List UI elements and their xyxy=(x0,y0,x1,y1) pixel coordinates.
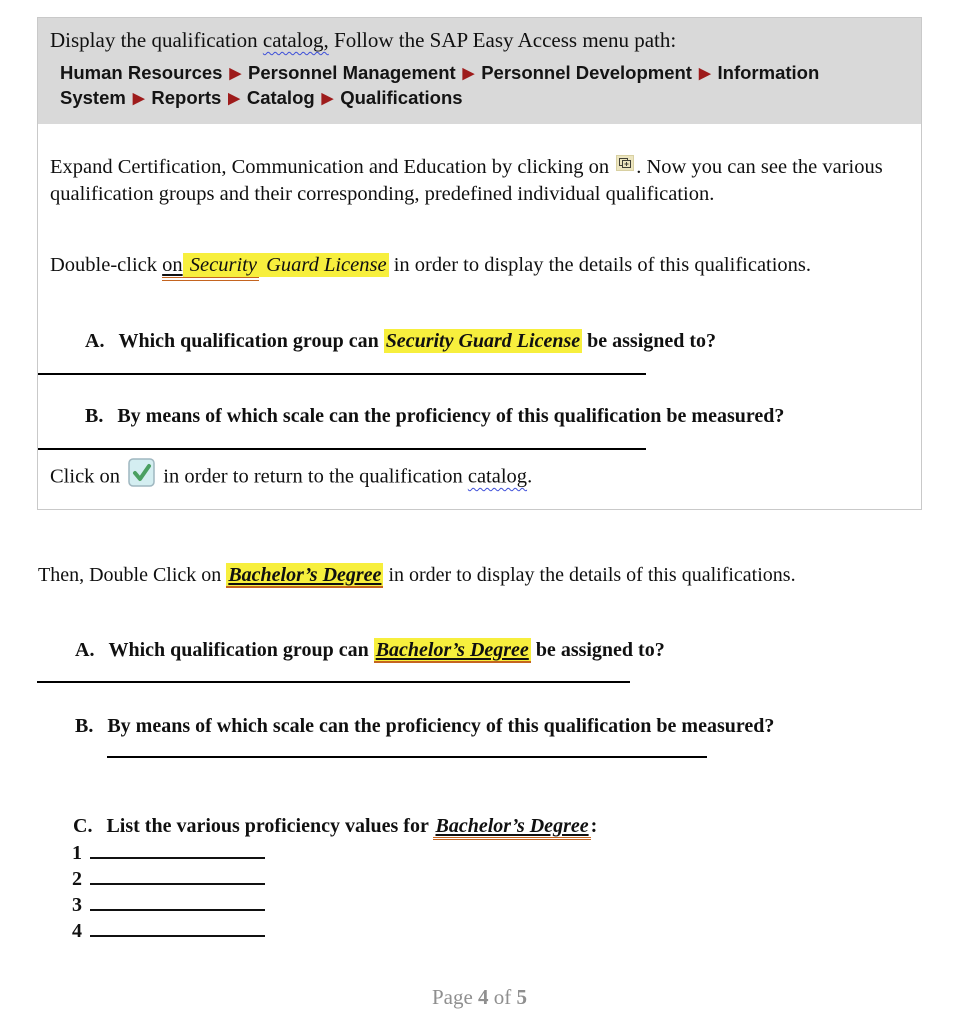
question-a2 xyxy=(75,637,922,663)
intro-suffix: Follow the SAP Easy Access menu path: xyxy=(328,28,677,52)
answer-blank-1 xyxy=(90,841,265,859)
word-on: on xyxy=(162,254,183,277)
footer-total-pages: 5 xyxy=(516,985,528,1010)
doubleclick-paragraph xyxy=(50,252,907,278)
question-c xyxy=(73,813,922,839)
list-item xyxy=(72,867,922,893)
question-label: B. xyxy=(75,715,94,738)
question-text: By means of which scale can the proficiency of this qualification be measured? xyxy=(107,715,775,738)
question-text: Which qualification group can xyxy=(108,639,374,662)
blank-number: 3 xyxy=(72,894,82,917)
menu-item: Personnel Development xyxy=(481,62,692,83)
answer-blank-2 xyxy=(90,867,265,885)
click-return-paragraph xyxy=(50,460,907,496)
click-suffix: . xyxy=(527,466,533,488)
footer-page-number: 4 xyxy=(478,985,489,1010)
menu-arrow-icon: ▶ xyxy=(698,65,711,82)
intro-prefix: Display the qualification xyxy=(50,28,263,52)
instruction-box xyxy=(37,17,922,510)
footer-page-word: Page xyxy=(431,985,479,1010)
menu-item: Human Resources xyxy=(60,62,223,83)
page-footer xyxy=(37,985,922,1010)
expand-text-after: . Now you can see the various qualification groups and their corresponding, predefined individual qualification. xyxy=(50,156,883,206)
expand-paragraph xyxy=(50,154,907,207)
highlight-bachelors-degree: Bachelor’s Degree xyxy=(228,564,382,587)
intro-line xyxy=(50,27,907,54)
highlight-security-guard-license: Security xyxy=(184,254,257,277)
green-check-icon xyxy=(128,458,155,494)
menu-path-header xyxy=(38,18,921,124)
question-a1 xyxy=(85,328,921,354)
menu-arrow-icon: ▶ xyxy=(229,65,241,82)
list-item xyxy=(72,893,922,919)
menu-arrow-icon: ▶ xyxy=(228,90,240,107)
then-paragraph xyxy=(38,562,922,588)
question-text: By means of which scale can the proficiency of this qualification be measured? xyxy=(117,405,785,428)
question-text: be assigned to? xyxy=(582,330,717,353)
answer-line-b2 xyxy=(107,756,707,758)
list-item xyxy=(72,841,922,867)
question-text: be assigned to? xyxy=(530,639,665,662)
expand-node-icon xyxy=(616,152,634,178)
expand-text-before: Expand Certification, Communication and Education by clicking on xyxy=(50,156,615,178)
click-prefix: Click on xyxy=(50,466,126,488)
highlight-security-guard-license: Security Guard License xyxy=(385,330,581,353)
footer-of-word: of xyxy=(488,985,517,1010)
proficiency-values-list xyxy=(72,841,922,945)
instruction-box-body xyxy=(38,154,921,509)
answer-line-a2 xyxy=(37,681,630,683)
menu-item: Personnel Management xyxy=(248,62,456,83)
menu-item: Reports xyxy=(151,87,222,108)
answer-line-a1 xyxy=(38,373,646,375)
menu-item: Catalog xyxy=(246,87,315,108)
question-text: : xyxy=(590,815,598,838)
answer-blank-3 xyxy=(90,893,265,911)
blank-number: 1 xyxy=(72,842,82,865)
menu-item: Information System xyxy=(60,62,820,108)
sap-menu-path xyxy=(60,61,907,111)
then-prefix: Then, Double Click on xyxy=(38,564,227,587)
highlight-security-guard-license: Guard License xyxy=(260,254,387,277)
question-b2 xyxy=(75,713,922,739)
question-text: List the various proficiency values for xyxy=(106,815,434,838)
question-label: A. xyxy=(85,330,105,353)
question-label: B. xyxy=(85,405,104,428)
answer-blank-4 xyxy=(90,919,265,937)
question-label: A. xyxy=(75,639,95,662)
tracked-underline xyxy=(162,254,259,281)
blank-number: 2 xyxy=(72,868,82,891)
question-b1 xyxy=(85,403,921,429)
menu-arrow-icon: ▶ xyxy=(462,65,475,82)
doubleclick-prefix: Double-click xyxy=(50,254,163,277)
doubleclick-suffix: in order to display the details of this qualifications. xyxy=(388,254,812,277)
underlined-bachelors-degree: Bachelor’s Degree xyxy=(433,814,590,840)
blank-number: 4 xyxy=(72,920,82,943)
spellcheck-word-catalog: catalog xyxy=(467,466,528,488)
then-suffix: in order to display the details of this qualifications. xyxy=(383,564,796,587)
question-label: C. xyxy=(73,815,93,838)
answer-line-b1 xyxy=(38,448,646,450)
list-item xyxy=(72,919,922,945)
click-middle: in order to return to the qualification xyxy=(158,466,468,488)
highlight-bachelors-degree: Bachelor’s Degree xyxy=(375,639,529,662)
menu-arrow-icon: ▶ xyxy=(132,90,145,107)
menu-arrow-icon: ▶ xyxy=(321,90,334,107)
question-text: Which qualification group can xyxy=(118,330,384,353)
menu-item: Qualifications xyxy=(340,87,463,108)
spellcheck-word-catalog: catalog, xyxy=(262,28,329,52)
